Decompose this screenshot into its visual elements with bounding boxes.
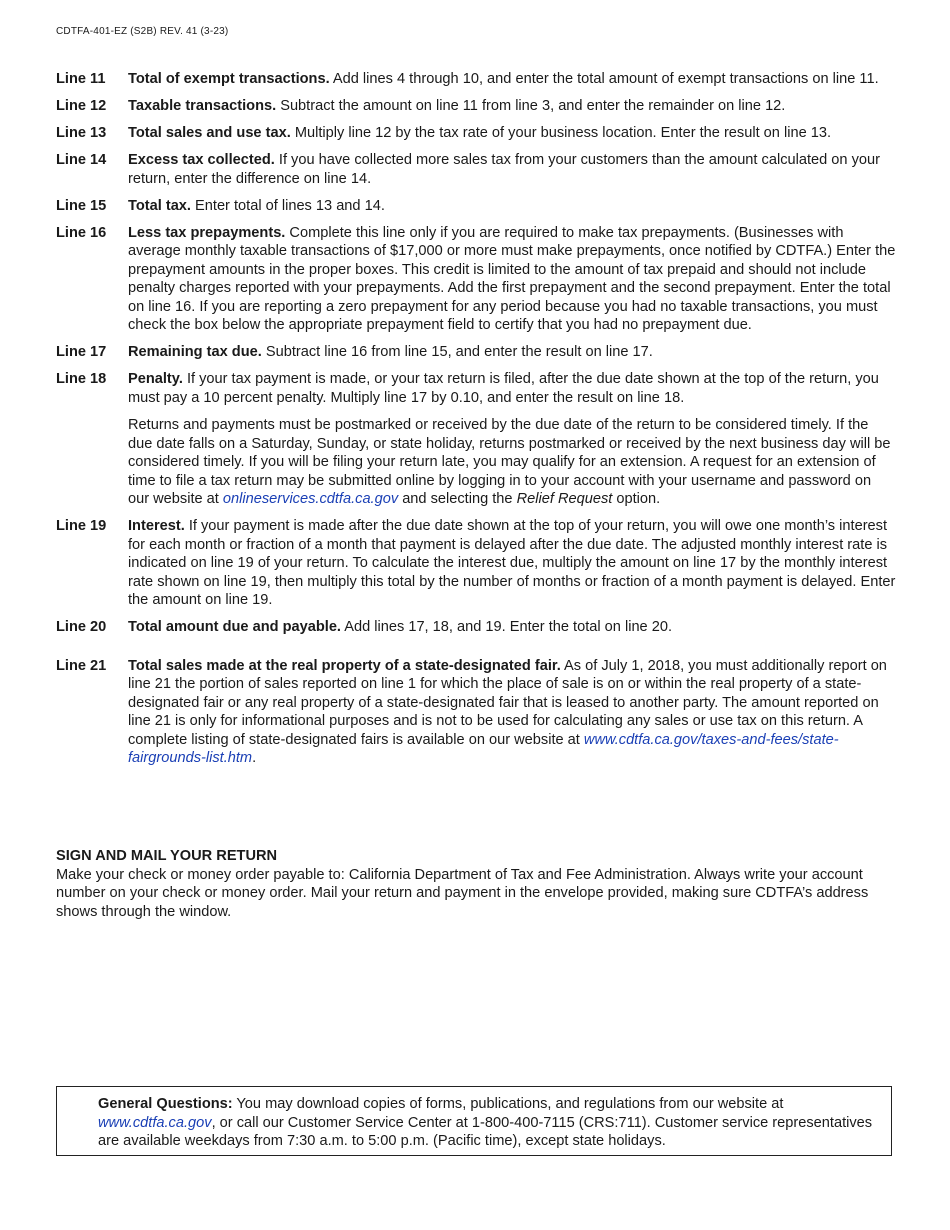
line-16: [56, 224, 896, 335]
line-label: Line 16: [56, 224, 107, 241]
line-title: Remaining tax due.: [128, 344, 262, 360]
general-questions-text: [98, 1095, 878, 1151]
line-20: [56, 618, 896, 637]
line-label: Line 11: [56, 71, 106, 87]
line-label: Line 19: [56, 518, 107, 534]
line-label: Line 14: [56, 152, 107, 168]
line-text: Multiply line 12 by the tax rate of your business location. Enter the result on line 13.: [290, 125, 832, 141]
line-text: Add lines 4 through 10, and enter the total amount of exempt transactions on line 11.: [329, 71, 879, 87]
line-label: Line 13: [56, 125, 107, 141]
line-text: Complete this line only if you are required to make tax prepayments. (Businesses with average monthly taxable transactions of $17,000 or more must make prepayments, once notified by CDTFA.) Enter the prepayment amounts in the proper boxes. This credit is limited to the amount of tax prepaid and should not include penalty charges reported with your prepayments. Add the first prepayment and the second prepayment. Enter the total on line 16. If you are reporting a zero prepayment for any period because you had no taxable transactions, you must check the box below the appropriate prepayment field to certify that you had no prepayment due.: [128, 224, 896, 333]
line-17: [56, 343, 896, 362]
gq-text-a: You may download copies of forms, publications, and regulations from our website at: [232, 1096, 784, 1112]
line-title: Total sales made at the real property of a state-designated fair.: [128, 657, 561, 674]
section-text: Make your check or money order payable to: California Department of Tax and Fee Administration. Always write your account number on your check or money order. Mail your return and payment in the envelope provided, making sure CDTFA’s address shows through the window.: [56, 866, 869, 920]
line-text: If your tax payment is made, or your tax return is filed, after the due date shown at the top of the return, you must pay a 10 percent penalty. Multiply line 17 by 0.10, and enter the result on line 18.: [128, 371, 879, 406]
general-questions-box: [56, 1086, 892, 1156]
line-text: Subtract the amount on line 11 from line 3, and enter the remainder on line 12.: [276, 98, 786, 114]
line-text: and selecting the: [398, 491, 517, 507]
cdtfa-website-link[interactable]: www.cdtfa.ca.gov: [98, 1114, 212, 1131]
line-21: [56, 657, 896, 768]
line-11: [56, 70, 896, 89]
line-text: option.: [612, 491, 661, 507]
gq-text-b: , or call our Customer Service Center at 1-800-400-7115 (CRS:711). Customer service representatives are available weekdays from 7:30 a.m. to 5:00 p.m. (Pacific time), except state holidays.: [98, 1114, 873, 1149]
online-services-link[interactable]: onlineservices.cdtfa.ca.gov: [222, 491, 399, 507]
line-13: [56, 124, 896, 143]
line-text: If you have collected more sales tax from your customers than the amount calculated on your return, enter the difference on line 14.: [128, 152, 880, 187]
line-label: Line 17: [56, 344, 107, 360]
line-label: Line 20: [56, 619, 107, 635]
line-title: Taxable transactions.: [128, 98, 277, 114]
sign-and-mail-section: [56, 847, 896, 921]
line-title: Penalty.: [128, 371, 183, 387]
line-title: Total amount due and payable.: [128, 619, 341, 635]
form-id: CDTFA-401-EZ (S2B) REV. 41 (3-23): [56, 26, 229, 37]
line-title: Total of exempt transactions.: [128, 71, 330, 87]
section-title: SIGN AND MAIL YOUR RETURN: [56, 848, 278, 864]
line-label: Line 15: [56, 197, 107, 214]
line-label: Line 21: [56, 657, 107, 674]
line-text: As of July 1, 2018, you must additionally report on line 21 the portion of sales reported on line 1 for which the place of sale is on or within the real property of a state-designated fair or any real property of a state-designated fair that is leased to another party. The amount reported on line 21 is only for informational purposes and is not to be used for calculating any sales or use tax on this return. A complete listing of state-designated fairs is available on our website at: [128, 657, 887, 748]
line-title: Excess tax collected.: [128, 152, 275, 168]
line-title: Total tax.: [128, 197, 191, 214]
line-label: Line 12: [56, 98, 107, 114]
line-18: [56, 370, 896, 509]
line-text: Subtract line 16 from line 15, and enter the result on line 17.: [261, 344, 653, 360]
line-title: Total sales and use tax.: [128, 125, 291, 141]
fairgrounds-list-link[interactable]: www.cdtfa.ca.gov/taxes-and-fees/state-fairgrounds-list.htm: [128, 731, 839, 766]
line-text: .: [252, 750, 257, 766]
line-text: Enter total of lines 13 and 14.: [190, 197, 385, 214]
line-12: [56, 97, 896, 116]
relief-request-text: Relief Request: [516, 491, 613, 507]
instructions-list: [56, 70, 896, 776]
line-14: [56, 151, 896, 188]
line-text: If your payment is made after the due date shown at the top of your return, you will owe one month’s interest for each month or fraction of a month that payment is delayed after the due date. The adjusted monthly interest rate is indicated on line 19 of your return. To calculate the interest due, multiply the amount on line 17 by the monthly interest rate shown on line 19, then multiply this total by the number of months or fraction of a month payment is delayed. Enter the amount on line 19.: [128, 518, 896, 608]
line-title: Less tax prepayments.: [128, 224, 286, 241]
line-15: [56, 197, 896, 216]
line-label: Line 18: [56, 371, 107, 387]
line-text: Add lines 17, 18, and 19. Enter the total on line 20.: [340, 619, 673, 635]
line-text: Returns and payments must be postmarked or received by the due date of the return to be considered timely. If the due date falls on a Saturday, Sunday, or state holiday, returns postmarked or received by the next business day will be considered timely. If you will be filing your return late, you may qualify for an extension. A request for an extension of time to file a tax return may be submitted online by logging in to your account with your username and password on our website at: [128, 417, 891, 507]
line-19: [56, 517, 896, 610]
line-title: Interest.: [128, 518, 185, 534]
gq-title: General Questions:: [98, 1096, 233, 1112]
